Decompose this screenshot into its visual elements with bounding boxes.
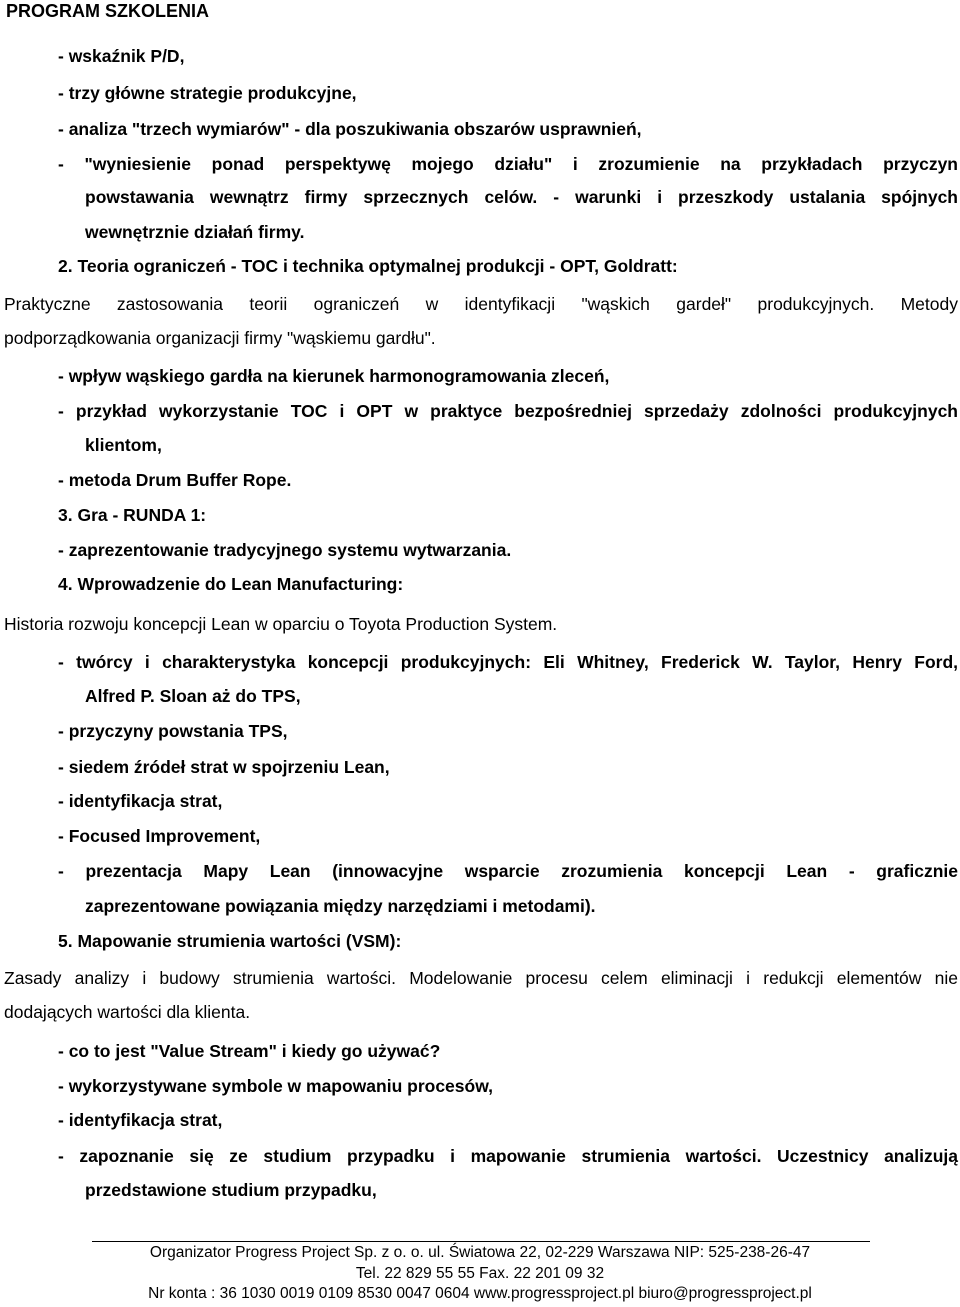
paragraph-line: dodających wartości dla klienta. <box>4 1002 251 1022</box>
list-item: - twórcy i charakterystyka koncepcji produkcyjnych: Eli Whitney, Frederick W. Taylor, Henry Ford, <box>58 652 958 672</box>
list-item: - wpływ wąskiego gardła na kierunek harmonogramowania zleceń, <box>58 366 610 386</box>
list-item: - wykorzystywane symbole w mapowaniu procesów, <box>58 1076 494 1096</box>
list-item: - prezentacja Mapy Lean (innowacyjne wsparcie zrozumienia koncepcji Lean - graficznie <box>58 861 958 881</box>
list-item: - identyfikacja strat, <box>58 791 223 811</box>
list-item: - metoda Drum Buffer Rope. <box>58 470 292 490</box>
list-item-continuation: zaprezentowane powiązania między narzędziami i metodami). <box>85 896 596 916</box>
list-item: - identyfikacja strat, <box>58 1110 223 1130</box>
footer-account: Nr konta : 36 1030 0019 0109 8530 0047 0604 www.progressproject.pl biuro@progressproject.pl <box>148 1285 812 1302</box>
list-item: - przyczyny powstania TPS, <box>58 721 288 741</box>
list-item: - przykład wykorzystanie TOC i OPT w praktyce bezpośredniej sprzedaży zdolności produkcyjnych <box>58 401 958 421</box>
paragraph-line: Historia rozwoju koncepcji Lean w oparciu o Toyota Production System. <box>4 614 558 634</box>
paragraph-line: Praktyczne zastosowania teorii ograniczeń w identyfikacji "wąskich gardeł" produkcyjnych. Metody <box>4 294 958 314</box>
paragraph-line: Zasady analizy i budowy strumienia wartości. Modelowanie procesu celem eliminacji i redukcji elementów nie <box>4 968 958 988</box>
list-item-continuation: klientom, <box>85 435 162 455</box>
list-item: - zapoznanie się ze studium przypadku i mapowanie strumienia wartości. Uczestnicy analizują <box>58 1146 958 1166</box>
list-item: - wskaźnik P/D, <box>58 46 185 66</box>
list-item: - Focused Improvement, <box>58 826 261 846</box>
list-item: - "wyniesienie ponad perspektywę mojego działu" i zrozumienie na przykładach przyczyn <box>58 154 958 174</box>
list-item: - siedem źródeł strat w spojrzeniu Lean, <box>58 757 390 777</box>
list-item: - co to jest "Value Stream" i kiedy go używać? <box>58 1041 441 1061</box>
section-heading-4: 4. Wprowadzenie do Lean Manufacturing: <box>58 574 404 594</box>
section-heading-3: 3. Gra - RUNDA 1: <box>58 505 207 525</box>
list-item: - analiza "trzech wymiarów" - dla poszukiwania obszarów usprawnień, <box>58 119 642 139</box>
paragraph-line: podporządkowania organizacji firmy "wąskiemu gardłu". <box>4 328 436 348</box>
section-heading-5: 5. Mapowanie strumienia wartości (VSM): <box>58 931 402 951</box>
list-item-continuation: przedstawione studium przypadku, <box>85 1180 377 1200</box>
list-item: - zaprezentowanie tradycyjnego systemu wytwarzania. <box>58 540 512 560</box>
list-item-continuation: Alfred P. Sloan aż do TPS, <box>85 686 301 706</box>
list-item-continuation: wewnętrznie działań firmy. <box>85 222 305 242</box>
list-item: - trzy główne strategie produkcyjne, <box>58 83 357 103</box>
footer-organizer: Organizator Progress Project Sp. z o. o. ul. Światowa 22, 02-229 Warszawa NIP: 525-238-26-47 <box>149 1244 811 1261</box>
list-item-continuation: powstawania wewnątrz firmy sprzecznych celów. - warunki i przeszkody ustalania spójnych <box>85 187 958 207</box>
footer-contact: Tel. 22 829 55 55 Fax. 22 201 09 32 <box>355 1265 605 1282</box>
section-heading-2: 2. Teoria ograniczeń - TOC i technika optymalnej produkcji - OPT, Goldratt: <box>58 256 678 276</box>
document-heading: PROGRAM SZKOLENIA <box>6 1 210 21</box>
footer-divider <box>92 1241 870 1242</box>
